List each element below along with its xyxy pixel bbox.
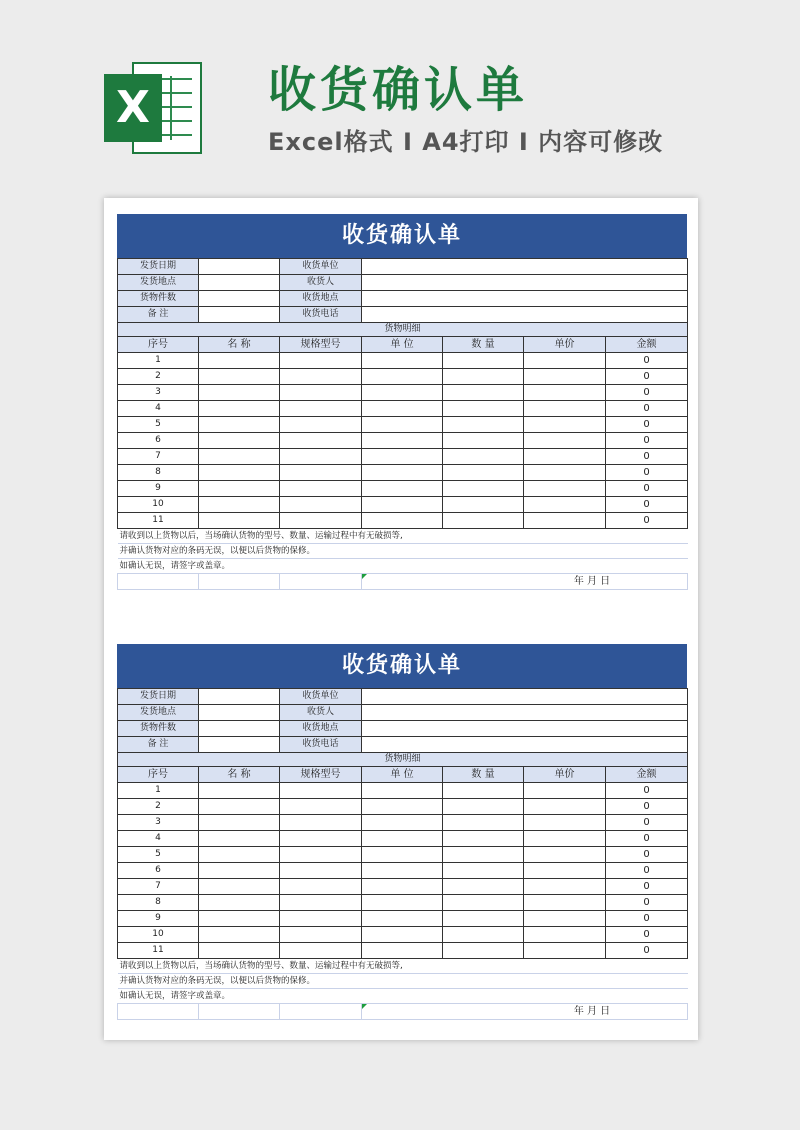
info-right-label: 收货地点	[280, 721, 362, 737]
row-amount: 0	[606, 433, 688, 449]
row-number: 11	[118, 513, 199, 529]
item-cell[interactable]	[362, 417, 443, 433]
item-cell[interactable]	[199, 513, 280, 529]
item-cell[interactable]	[280, 497, 362, 513]
row-number: 1	[118, 353, 199, 369]
info-left-value[interactable]	[199, 291, 280, 307]
row-number: 10	[118, 927, 199, 943]
item-cell[interactable]	[524, 369, 606, 385]
item-cell[interactable]	[280, 863, 362, 879]
item-cell[interactable]	[443, 417, 524, 433]
item-cell[interactable]	[524, 927, 606, 943]
column-header: 单价	[524, 767, 606, 783]
info-left-label: 货物件数	[118, 721, 199, 737]
info-row	[118, 259, 688, 275]
item-cell[interactable]	[443, 433, 524, 449]
item-cell[interactable]	[524, 847, 606, 863]
item-cell[interactable]	[362, 433, 443, 449]
item-cell[interactable]	[280, 465, 362, 481]
table-row	[118, 911, 688, 927]
excel-x-badge: X	[104, 74, 162, 142]
info-right-value[interactable]	[362, 275, 688, 291]
column-header: 名 称	[199, 337, 280, 353]
item-cell[interactable]	[524, 401, 606, 417]
item-cell[interactable]	[524, 943, 606, 959]
table-row	[118, 847, 688, 863]
row-amount: 0	[606, 497, 688, 513]
column-header: 数 量	[443, 337, 524, 353]
row-amount: 0	[606, 513, 688, 529]
info-left-value[interactable]	[199, 721, 280, 737]
row-amount: 0	[606, 815, 688, 831]
item-cell[interactable]	[362, 927, 443, 943]
item-cell[interactable]	[362, 497, 443, 513]
item-cell[interactable]	[199, 927, 280, 943]
item-cell[interactable]	[280, 513, 362, 529]
row-number: 8	[118, 895, 199, 911]
row-number: 4	[118, 401, 199, 417]
row-number: 6	[118, 433, 199, 449]
table-row	[118, 815, 688, 831]
item-cell[interactable]	[280, 895, 362, 911]
item-cell[interactable]	[362, 481, 443, 497]
item-cell[interactable]	[280, 783, 362, 799]
info-left-label: 备 注	[118, 307, 199, 323]
excel-logo-icon	[104, 62, 202, 154]
item-cell[interactable]	[362, 513, 443, 529]
table-row	[118, 353, 688, 369]
item-cell[interactable]	[524, 863, 606, 879]
info-right-label: 收货人	[280, 275, 362, 291]
row-number: 3	[118, 385, 199, 401]
table-row	[118, 799, 688, 815]
note-line: 如确认无误，请签字或盖章。	[118, 559, 688, 574]
item-cell[interactable]	[443, 815, 524, 831]
column-header: 金额	[606, 337, 688, 353]
signature-cell[interactable]	[118, 1004, 199, 1020]
item-cell[interactable]	[362, 943, 443, 959]
table-row	[118, 863, 688, 879]
info-row	[118, 689, 688, 705]
item-cell[interactable]	[362, 369, 443, 385]
item-cell[interactable]	[524, 465, 606, 481]
row-number: 9	[118, 911, 199, 927]
column-header: 单 位	[362, 337, 443, 353]
info-right-value[interactable]	[362, 307, 688, 323]
table-row	[118, 895, 688, 911]
receipt-form-2	[117, 644, 687, 1020]
item-cell[interactable]	[362, 815, 443, 831]
row-number: 11	[118, 943, 199, 959]
table-row	[118, 831, 688, 847]
item-cell[interactable]	[443, 353, 524, 369]
item-cell[interactable]	[199, 385, 280, 401]
row-amount: 0	[606, 863, 688, 879]
item-cell[interactable]	[443, 369, 524, 385]
column-header: 序号	[118, 337, 199, 353]
item-cell[interactable]	[362, 847, 443, 863]
receipt-form-1	[117, 214, 687, 590]
item-cell[interactable]	[280, 879, 362, 895]
table-row	[118, 497, 688, 513]
item-cell[interactable]	[199, 863, 280, 879]
item-cell[interactable]	[362, 465, 443, 481]
row-amount: 0	[606, 353, 688, 369]
item-cell[interactable]	[443, 497, 524, 513]
info-left-label: 发货日期	[118, 259, 199, 275]
signature-cell[interactable]	[280, 1004, 362, 1020]
table-row	[118, 513, 688, 529]
table-row	[118, 465, 688, 481]
item-cell[interactable]	[443, 465, 524, 481]
item-cell[interactable]	[362, 449, 443, 465]
receipt-table	[117, 688, 688, 1020]
item-cell[interactable]	[199, 879, 280, 895]
note-line: 并确认货物对应的条码无误，以便以后货物的保修。	[118, 544, 688, 559]
row-amount: 0	[606, 449, 688, 465]
info-right-label: 收货电话	[280, 307, 362, 323]
column-header: 单价	[524, 337, 606, 353]
item-cell[interactable]	[199, 943, 280, 959]
page-subtitle: Excel格式 I A4打印 I 内容可修改	[268, 128, 664, 156]
item-cell[interactable]	[524, 433, 606, 449]
item-cell[interactable]	[524, 799, 606, 815]
item-cell[interactable]	[199, 369, 280, 385]
signature-cell[interactable]	[199, 574, 280, 590]
info-row	[118, 291, 688, 307]
info-left-value[interactable]	[199, 737, 280, 753]
table-row	[118, 401, 688, 417]
item-cell[interactable]	[524, 353, 606, 369]
item-cell[interactable]	[280, 353, 362, 369]
info-right-value[interactable]	[362, 721, 688, 737]
cell-comment-marker-icon	[362, 574, 367, 579]
item-cell[interactable]	[524, 831, 606, 847]
date-cell[interactable]	[362, 1004, 688, 1020]
table-row	[118, 385, 688, 401]
row-number: 2	[118, 369, 199, 385]
info-row	[118, 737, 688, 753]
item-cell[interactable]	[280, 369, 362, 385]
info-row	[118, 275, 688, 291]
row-amount: 0	[606, 879, 688, 895]
item-cell[interactable]	[280, 385, 362, 401]
date-label: 年 月 日	[573, 576, 611, 587]
row-number: 6	[118, 863, 199, 879]
item-cell[interactable]	[362, 353, 443, 369]
signature-cell[interactable]	[199, 1004, 280, 1020]
info-right-label: 收货单位	[280, 259, 362, 275]
info-right-value[interactable]	[362, 705, 688, 721]
info-row	[118, 721, 688, 737]
item-cell[interactable]	[199, 433, 280, 449]
info-right-label: 收货地点	[280, 291, 362, 307]
note-line: 请收到以上货物以后，当场确认货物的型号、数量、运输过程中有无破损等,	[118, 959, 688, 974]
table-row	[118, 433, 688, 449]
item-cell[interactable]	[443, 449, 524, 465]
item-cell[interactable]	[524, 449, 606, 465]
item-cell[interactable]	[199, 465, 280, 481]
item-cell[interactable]	[524, 879, 606, 895]
row-amount: 0	[606, 481, 688, 497]
item-cell[interactable]	[280, 417, 362, 433]
row-amount: 0	[606, 401, 688, 417]
column-header: 名 称	[199, 767, 280, 783]
item-cell[interactable]	[524, 815, 606, 831]
item-cell[interactable]	[524, 783, 606, 799]
item-cell[interactable]	[443, 943, 524, 959]
item-cell[interactable]	[199, 847, 280, 863]
row-number: 8	[118, 465, 199, 481]
table-row	[118, 369, 688, 385]
row-amount: 0	[606, 783, 688, 799]
info-left-label: 货物件数	[118, 291, 199, 307]
item-cell[interactable]	[362, 831, 443, 847]
info-left-label: 发货地点	[118, 275, 199, 291]
info-row	[118, 705, 688, 721]
item-cell[interactable]	[443, 481, 524, 497]
item-cell[interactable]	[524, 481, 606, 497]
row-amount: 0	[606, 385, 688, 401]
item-cell[interactable]	[199, 783, 280, 799]
item-cell[interactable]	[362, 911, 443, 927]
item-cell[interactable]	[199, 497, 280, 513]
item-cell[interactable]	[280, 927, 362, 943]
note-line: 如确认无误，请签字或盖章。	[118, 989, 688, 1004]
page-title: 收货确认单	[268, 62, 529, 118]
row-number: 10	[118, 497, 199, 513]
item-cell[interactable]	[280, 433, 362, 449]
form-title: 收货确认单	[117, 644, 687, 688]
item-cell[interactable]	[524, 385, 606, 401]
item-cell[interactable]	[443, 385, 524, 401]
item-cell[interactable]	[362, 385, 443, 401]
item-cell[interactable]	[199, 831, 280, 847]
item-cell[interactable]	[280, 449, 362, 465]
item-cell[interactable]	[199, 895, 280, 911]
row-amount: 0	[606, 895, 688, 911]
row-amount: 0	[606, 927, 688, 943]
item-cell[interactable]	[280, 911, 362, 927]
item-cell[interactable]	[443, 927, 524, 943]
row-number: 3	[118, 815, 199, 831]
item-cell[interactable]	[280, 481, 362, 497]
item-cell[interactable]	[443, 879, 524, 895]
item-cell[interactable]	[199, 417, 280, 433]
date-label: 年 月 日	[573, 1006, 611, 1017]
item-cell[interactable]	[199, 401, 280, 417]
item-cell[interactable]	[524, 895, 606, 911]
item-cell[interactable]	[280, 799, 362, 815]
info-left-value[interactable]	[199, 307, 280, 323]
date-cell[interactable]	[362, 574, 688, 590]
info-left-label: 发货地点	[118, 705, 199, 721]
row-number: 2	[118, 799, 199, 815]
form-title: 收货确认单	[117, 214, 687, 258]
info-right-value[interactable]	[362, 291, 688, 307]
receipt-table	[117, 258, 688, 590]
row-amount: 0	[606, 465, 688, 481]
table-row	[118, 449, 688, 465]
column-header: 序号	[118, 767, 199, 783]
info-left-label: 发货日期	[118, 689, 199, 705]
row-amount: 0	[606, 847, 688, 863]
row-amount: 0	[606, 831, 688, 847]
item-cell[interactable]	[443, 513, 524, 529]
info-left-value[interactable]	[199, 259, 280, 275]
item-cell[interactable]	[362, 783, 443, 799]
info-left-label: 备 注	[118, 737, 199, 753]
table-row	[118, 783, 688, 799]
column-header: 数 量	[443, 767, 524, 783]
row-number: 9	[118, 481, 199, 497]
info-right-label: 收货电话	[280, 737, 362, 753]
section-label: 货物明细	[118, 323, 688, 337]
section-label: 货物明细	[118, 753, 688, 767]
item-cell[interactable]	[362, 863, 443, 879]
item-cell[interactable]	[199, 799, 280, 815]
row-number: 1	[118, 783, 199, 799]
item-cell[interactable]	[199, 481, 280, 497]
info-right-label: 收货单位	[280, 689, 362, 705]
item-cell[interactable]	[362, 895, 443, 911]
row-amount: 0	[606, 799, 688, 815]
item-cell[interactable]	[443, 863, 524, 879]
column-header: 金额	[606, 767, 688, 783]
info-right-value[interactable]	[362, 737, 688, 753]
item-cell[interactable]	[280, 831, 362, 847]
note-line: 并确认货物对应的条码无误，以便以后货物的保修。	[118, 974, 688, 989]
item-cell[interactable]	[443, 895, 524, 911]
item-cell[interactable]	[199, 815, 280, 831]
item-cell[interactable]	[524, 417, 606, 433]
item-cell[interactable]	[443, 783, 524, 799]
row-amount: 0	[606, 369, 688, 385]
item-cell[interactable]	[443, 401, 524, 417]
table-row	[118, 927, 688, 943]
table-row	[118, 879, 688, 895]
column-header: 规格型号	[280, 337, 362, 353]
info-right-value[interactable]	[362, 259, 688, 275]
signature-cell[interactable]	[118, 574, 199, 590]
paper-sheet	[104, 198, 698, 1040]
table-row	[118, 481, 688, 497]
item-cell[interactable]	[199, 911, 280, 927]
row-number: 5	[118, 847, 199, 863]
item-cell[interactable]	[443, 831, 524, 847]
item-cell[interactable]	[280, 943, 362, 959]
signature-cell[interactable]	[280, 574, 362, 590]
row-amount: 0	[606, 417, 688, 433]
row-number: 4	[118, 831, 199, 847]
row-number: 5	[118, 417, 199, 433]
table-row	[118, 417, 688, 433]
item-cell[interactable]	[199, 449, 280, 465]
info-right-value[interactable]	[362, 689, 688, 705]
column-header: 单 位	[362, 767, 443, 783]
item-cell[interactable]	[199, 353, 280, 369]
row-amount: 0	[606, 943, 688, 959]
table-row	[118, 943, 688, 959]
info-left-value[interactable]	[199, 689, 280, 705]
row-amount: 0	[606, 911, 688, 927]
info-row	[118, 307, 688, 323]
column-header: 规格型号	[280, 767, 362, 783]
item-cell[interactable]	[443, 847, 524, 863]
item-cell[interactable]	[524, 911, 606, 927]
item-cell[interactable]	[362, 799, 443, 815]
item-cell[interactable]	[443, 799, 524, 815]
row-number: 7	[118, 879, 199, 895]
info-right-label: 收货人	[280, 705, 362, 721]
item-cell[interactable]	[280, 847, 362, 863]
item-cell[interactable]	[280, 401, 362, 417]
item-cell[interactable]	[280, 815, 362, 831]
item-cell[interactable]	[443, 911, 524, 927]
note-line: 请收到以上货物以后，当场确认货物的型号、数量、运输过程中有无破损等,	[118, 529, 688, 544]
row-number: 7	[118, 449, 199, 465]
item-cell[interactable]	[362, 401, 443, 417]
item-cell[interactable]	[362, 879, 443, 895]
item-cell[interactable]	[524, 497, 606, 513]
info-left-value[interactable]	[199, 705, 280, 721]
item-cell[interactable]	[524, 513, 606, 529]
cell-comment-marker-icon	[362, 1004, 367, 1009]
info-left-value[interactable]	[199, 275, 280, 291]
